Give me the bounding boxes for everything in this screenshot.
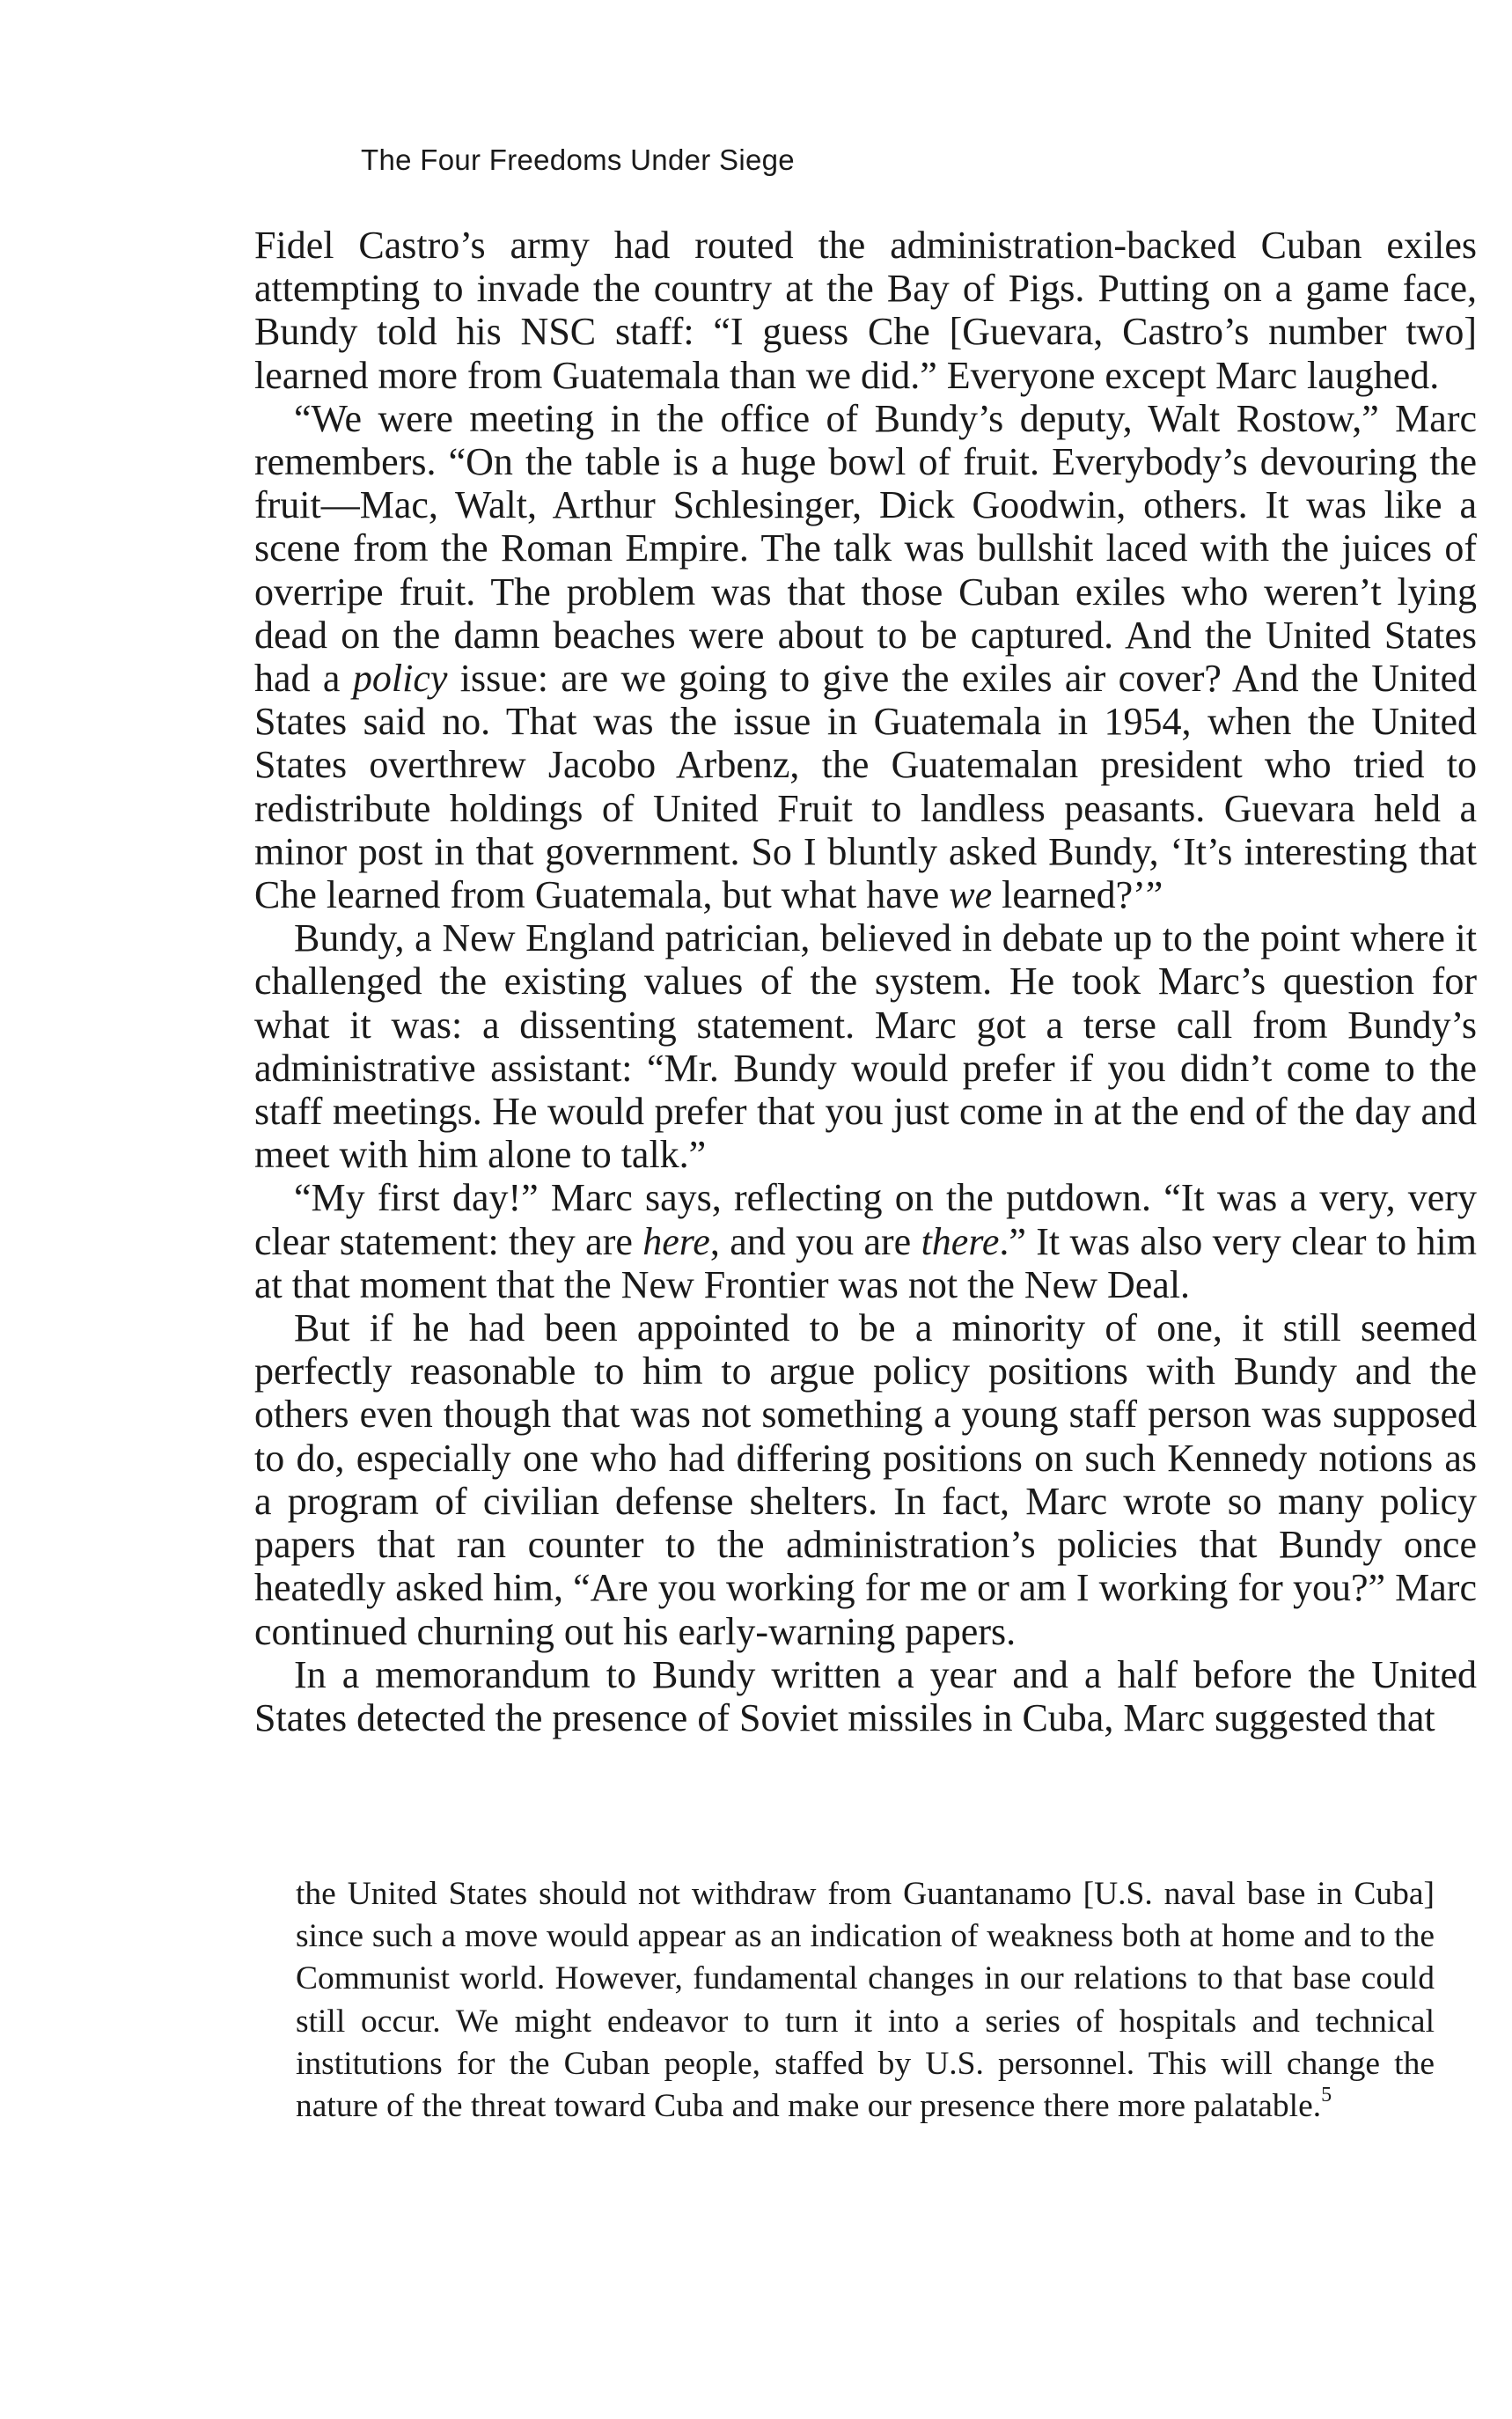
running-head: The Four Freedoms Under Siege: [361, 143, 795, 176]
paragraph-3-text: Bundy, a New England patrician, believed in debate up to the point where it challenged the existing values of the system. He took Marc’s question for what it was: a dissenting statement. Marc got a terse call from Bundy’s administrative assistant: “Mr. Bundy would prefer if you didn’t come to the staff meetings. He would prefer that you just come in at the end of the day and meet with him alone to talk.”: [254, 916, 1477, 1177]
paragraph-4-text-b: , and you are: [709, 1219, 921, 1263]
paragraph-6: [254, 1653, 1477, 1739]
footnote-marker: 5: [1321, 2083, 1332, 2107]
body-text: [254, 224, 1477, 1739]
paragraph-6-text: In a memorandum to Bundy written a year and a half before the United States detected the presence of Soviet missiles in Cuba, Marc suggested that: [254, 1652, 1477, 1739]
paragraph-2-text-a: “We were meeting in the office of Bundy’s deputy, Walt Rostow,” Marc remembers. “On the table is a huge bowl of fruit. Everybody’s devouring the fruit—Mac, Walt, Arthur Schlesinger, Dick Goodwin, others. It was like a scene from the Roman Empire. The talk was bullshit laced with the juices of overripe fruit. The problem was that those Cuban exiles who weren’t lying dead on the damn beaches were about to be captured. And the United States had a: [254, 396, 1477, 701]
paragraph-4-emphasis-there: there: [921, 1219, 1000, 1263]
block-quote: [296, 1873, 1435, 2128]
paragraph-2-text-c: learned?’”: [992, 873, 1163, 917]
paragraph-1-text: Fidel Castro’s army had routed the administration-backed Cuban exiles attempting to invade the country at the Bay of Pigs. Putting on a game face, Bundy told his NSC staff: “I guess Che [Guevara, Castro’s number two] learned more from Guatemala than we did.” Everyone except Marc laughed.: [254, 224, 1477, 397]
paragraph-4-text-c: .” It was also very clear to him at that moment that the New Frontier was not the New Deal.: [254, 1219, 1478, 1306]
paragraph-4: [254, 1176, 1477, 1306]
paragraph-3: [254, 916, 1477, 1176]
paragraph-2-emphasis-we: we: [949, 873, 993, 917]
paragraph-4-emphasis-here: here: [642, 1219, 710, 1263]
paragraph-2-emphasis-policy: policy: [352, 657, 448, 701]
paragraph-5: [254, 1306, 1477, 1653]
paragraph-5-text: But if he had been appointed to be a minority of one, it still seemed perfectly reasonable to him to argue policy positions with Bundy and the others even though that was not something a young staff person was supposed to do, especially one who had differing positions on such Kennedy notions as a program of civilian defense shelters. In fact, Marc wrote so many policy papers that ran counter to the administration’s policies that Bundy once heatedly asked him, “Are you working for me or am I working for you?” Marc continued churning out his early-warning papers.: [254, 1306, 1477, 1653]
paragraph-1: [254, 224, 1477, 397]
paragraph-4-text-a: “My first day!” Marc says, reflecting on the putdown. “It was a very, very clear statement: they are: [254, 1176, 1477, 1263]
block-quote-text: the United States should not withdraw from Guantanamo [U.S. naval base in Cuba] since such a move would appear as an indication of weakness both at home and to the Communist world. However, fundamental changes in our relations to that base could still occur. We might endeavor to turn it into a series of hospitals and technical institutions for the Cuban people, staffed by U.S. personnel. This will change the nature of the threat toward Cuba and make our presence there more palatable.: [296, 1876, 1435, 2125]
paragraph-2-text-b: issue: are we going to give the exiles air cover? And the United States said no. That was the issue in Guatemala in 1954, when the United States overthrew Jacobo Arbenz, the Guatemalan president who tried to redistribute holdings of United Fruit to landless peasants. Guevara held a minor post in that government. So I bluntly asked Bundy, ‘It’s interesting that Che learned from Guatemala, but what have: [254, 657, 1477, 917]
paragraph-2: [254, 397, 1477, 916]
